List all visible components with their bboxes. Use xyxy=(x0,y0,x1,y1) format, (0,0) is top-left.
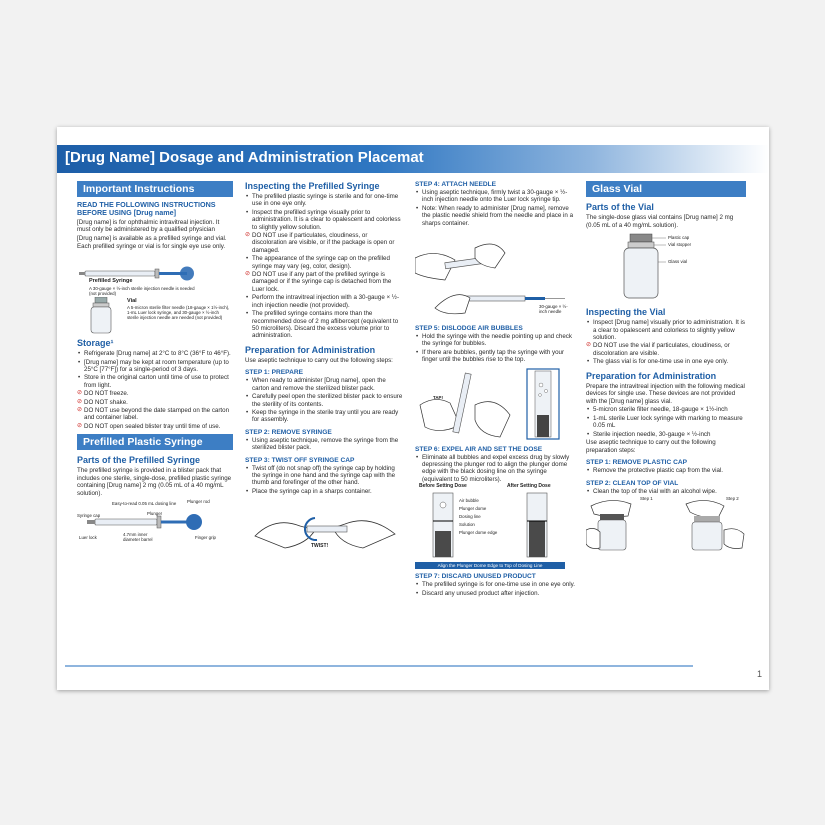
step5-item: • Hold the syringe with the needle pointing up and check the syringe for bubbles. xyxy=(415,333,575,348)
tap-label: TAP! xyxy=(433,394,443,400)
vial-needle-note: A 5-micron sterile filter needle (18-gauge × 1½-inch), 1-mL Luer lock syringe, and 30-gauge × ½-inch sterile injection needle are needed (not provided) xyxy=(127,305,230,321)
plastic-cap-label: Plastic cap xyxy=(668,235,690,241)
vial-steps-illustration xyxy=(586,496,746,552)
storage-warning: ⊘ DO NOT use beyond the date stamped on the carton and container label. xyxy=(77,407,233,422)
step4-item: • Note: When ready to administer [Drug name], remove the plastic needle shield from the needle and place in a sharps container. xyxy=(415,205,575,227)
syringe-vial-figure xyxy=(77,251,233,333)
storage-item: • Store in the original carton until time of use to protect from light. xyxy=(77,374,233,389)
syringe-parts-diagram xyxy=(77,499,233,545)
step6-item: • Eliminate all bubbles and expel excess drug by slowly depressing the plunger rod to align the plunger dome edge with the black dosing line on the syringe (equivalent to 50 microliters). xyxy=(415,454,575,484)
glass-vial-heading: Glass Vial xyxy=(586,181,746,197)
vial-step2-item: • Clean the top of the vial with an alcohol wipe. xyxy=(586,488,746,495)
dosing-line-label: Dosing line xyxy=(459,514,481,520)
inspect-item: • The appearance of the syringe cap on the prefilled syringe may vary (eg, color, design). xyxy=(245,255,403,270)
step3-item: • Twist off (do not snap off) the syringe cap by holding the syringe in one hand and the syringe cap with the thumb and forefinger of the other hand. xyxy=(245,465,403,487)
tap-bubbles-illustration xyxy=(415,365,575,441)
storage-warning: ⊘ DO NOT shake. xyxy=(77,399,233,406)
prep-text: Use aseptic technique to carry out the following steps: xyxy=(245,356,393,364)
inspect-vial-warning: ⊘ DO NOT use the vial if particulates, cloudiness, or discoloration are visible. xyxy=(586,342,746,357)
syringe-label: Prefilled Syringe xyxy=(89,278,133,285)
prefilled-syringe-heading: Prefilled Plastic Syringe xyxy=(77,434,233,450)
vial-parts-diagram xyxy=(586,230,746,302)
finger-grip-label: Finger grip xyxy=(195,534,216,540)
luer-lock-label: Luer lock xyxy=(79,534,97,540)
glass-vial-label: Glass vial xyxy=(668,259,688,265)
inspect-warning: ⊘ DO NOT use if any part of the prefilled syringe is damaged or if the syringe cap is detached from the Luer lock. xyxy=(245,271,403,293)
vial-prep-text: Prepare the intravitreal injection with the following medical devices for single use. These devices are not provided with the [Drug name] glass vial. xyxy=(586,382,745,405)
step5-item: • If there are bubbles, gently tap the syringe with your finger until the bubbles rise to the top. xyxy=(415,349,575,364)
set-dose-diagram xyxy=(415,484,575,568)
inspect-item: • Inspect the prefilled syringe visually prior to administration. It is a clear to opalescent and colorless to slightly yellow solution. xyxy=(245,209,403,231)
column-important xyxy=(77,181,233,545)
storage-warning: ⊘ DO NOT freeze. xyxy=(77,390,233,397)
inspect-item: • The prefilled syringe contains more than the recommended dose of 2 mg aflibercept (equivalent to 50 microliters). Discard the excess volume prior to administration. xyxy=(245,310,403,340)
inspect-item: • Perform the intravitreal injection with a 30-gauge × ½-inch injection needle (not provided). xyxy=(245,294,403,309)
column-inspect-syringe xyxy=(245,181,403,556)
storage-item: • Refrigerate [Drug name] at 2°C to 8°C (36°F to 46°F). xyxy=(77,350,233,357)
prep-heading: Preparation for Administration xyxy=(245,344,376,355)
step1-item: • When ready to administer [Drug name], open the carton and remove the sterilized blister pack. xyxy=(245,377,403,392)
vial-step2-title: STEP 2: CLEAN TOP OF VIAL xyxy=(586,479,679,487)
important-heading: Important Instructions xyxy=(77,181,233,197)
syringe-parts-heading: Parts of the Prefilled Syringe xyxy=(77,455,201,466)
page-title: [Drug Name] Dosage and Administration Placemat xyxy=(65,149,424,166)
inspect-syringe-heading: Inspecting the Prefilled Syringe xyxy=(245,181,380,191)
inspect-syringe-list xyxy=(245,193,403,340)
barrel-label: 4.7mm inner diameter barrel xyxy=(123,531,153,542)
dosing-line-label: Easy-to-read 0.05 mL dosing line xyxy=(112,500,177,506)
dose-alignment-caption: Align the Plunger Dome Edge to Top of Dosing Line xyxy=(415,562,565,569)
step6-title: STEP 6: EXPEL AIR AND SET THE DOSE xyxy=(415,445,543,453)
syringe-needle-note: A 30-gauge × ½-inch sterile injection needle is needed (not provided) xyxy=(89,286,195,297)
twist-label: TWIST! xyxy=(311,543,329,550)
storage-heading: Storage¹ xyxy=(77,338,114,349)
storage-list xyxy=(77,350,233,430)
inspect-vial-item: • The glass vial is for one-time use in one eye only. xyxy=(586,358,746,365)
column-steps xyxy=(415,181,575,598)
device-item: • Sterile injection needle, 30-gauge × ½-inch xyxy=(586,431,746,438)
before-dose-label: Before Setting Dose xyxy=(419,483,467,490)
important-text-2: [Drug name] is available as a prefilled syringe and vial. Each prefilled syringe or vial is for single eye use only. xyxy=(77,235,227,250)
step4-item: • Using aseptic technique, firmly twist a 30-gauge × ½-inch injection needle onto the Luer lock syringe tip. xyxy=(415,189,575,204)
title-banner xyxy=(57,145,769,173)
step1-item: • Keep the syringe in the sterile tray until you are ready for assembly. xyxy=(245,409,403,424)
vial-step1-label: Step 1 xyxy=(640,496,653,502)
vial-parts-heading: Parts of the Vial xyxy=(586,202,654,212)
placemat-page xyxy=(57,127,769,690)
vial-prep-heading: Preparation for Administration xyxy=(586,370,717,381)
inspect-vial-item: • Inspect [Drug name] visually prior to administration. It is a clear to opalescent and colorless to slightly yellow solution. xyxy=(586,319,746,341)
solution-label: Solution xyxy=(459,522,475,528)
read-instructions-title: READ THE FOLLOWING INSTRUCTIONS BEFORE USING [Drug name] xyxy=(77,200,216,218)
vial-label: Vial xyxy=(127,298,137,305)
device-item: • 5-micron sterile filter needle, 18-gauge × 1½-inch xyxy=(586,406,746,413)
step3-title: STEP 3: TWIST OFF SYRINGE CAP xyxy=(245,456,355,464)
attach-needle-illustration xyxy=(415,228,575,320)
step3-item: • Place the syringe cap in a sharps container. xyxy=(245,488,403,495)
syringe-cap-label: Syringe cap xyxy=(77,512,101,518)
storage-item: • [Drug name] may be kept at room temperature (up to 25°C [77°F]) for a single-period of 3 days. xyxy=(77,359,233,374)
air-bubble-label: Air bubble xyxy=(459,498,479,504)
plunger-label: Plunger xyxy=(147,510,163,516)
inspect-vial-heading: Inspecting the Vial xyxy=(586,307,666,318)
twist-cap-illustration xyxy=(245,496,403,556)
needle-label: 30-gauge × ½-inch needle xyxy=(539,304,568,315)
device-item: • 1-mL sterile Luer lock syringe with marking to measure 0.05 mL xyxy=(586,415,746,430)
plunger-dome-label: Plunger dome xyxy=(459,506,487,512)
vial-step2-label: Step 2 xyxy=(726,496,739,502)
step5-title: STEP 5: DISLODGE AIR BUBBLES xyxy=(415,325,523,333)
syringe-parts-text: The prefilled syringe is provided in a blister pack that includes one sterile, single-dose, prefilled plastic syringe containing [Drug name] 2 mg (0.05 mL of a 40 mg/mL solution). xyxy=(77,467,232,498)
vial-step1-item: • Remove the protective plastic cap from the vial. xyxy=(586,467,746,474)
vial-parts-text: The single-dose glass vial contains [Drug name] 2 mg (0.05 mL of a 40 mg/mL solution). xyxy=(586,214,734,229)
inspect-warning: ⊘ DO NOT use if particulates, cloudiness, or discoloration are visible, or if the package is open or damaged. xyxy=(245,232,403,254)
storage-warning: ⊘ DO NOT open sealed blister tray until time of use. xyxy=(77,423,233,430)
vial-stopper-label: Vial stopper xyxy=(668,242,692,248)
step7-item: • The prefilled syringe is for one-time use in one eye only. xyxy=(415,581,575,588)
plunger-rod-label: Plunger rod xyxy=(187,498,210,504)
vial-step1-title: STEP 1: REMOVE PLASTIC CAP xyxy=(586,459,687,467)
after-dose-label: After Setting Dose xyxy=(507,483,551,490)
step2-item: • Using aseptic technique, remove the syringe from the sterilized blister pack. xyxy=(245,437,403,452)
plunger-dome-edge-label: Plunger dome edge xyxy=(459,530,498,536)
page-number: 1 xyxy=(757,669,763,679)
vial-prep-text-2: Use aseptic technique to carry out the following preparation steps: xyxy=(586,439,716,454)
step7-title: STEP 7: DISCARD UNUSED PRODUCT xyxy=(415,573,536,581)
step1-item: • Carefully peel open the sterilized blister pack to ensure the sterility of its contents. xyxy=(245,393,403,408)
step1-title: STEP 1: PREPARE xyxy=(245,369,304,377)
step2-title: STEP 2: REMOVE SYRINGE xyxy=(245,428,332,436)
footer-rule xyxy=(65,665,693,667)
inspect-item: • The prefilled plastic syringe is sterile and for one-time use in one eye only. xyxy=(245,193,403,208)
step4-title: STEP 4: ATTACH NEEDLE xyxy=(415,181,497,188)
important-text-1: [Drug name] is for ophthalmic intravitreal injection. It must only be administered by a qualified physician xyxy=(77,218,220,234)
step7-item: • Discard any unused product after injection. xyxy=(415,590,575,597)
column-glass-vial xyxy=(586,181,746,552)
vial-illustration xyxy=(87,297,117,337)
